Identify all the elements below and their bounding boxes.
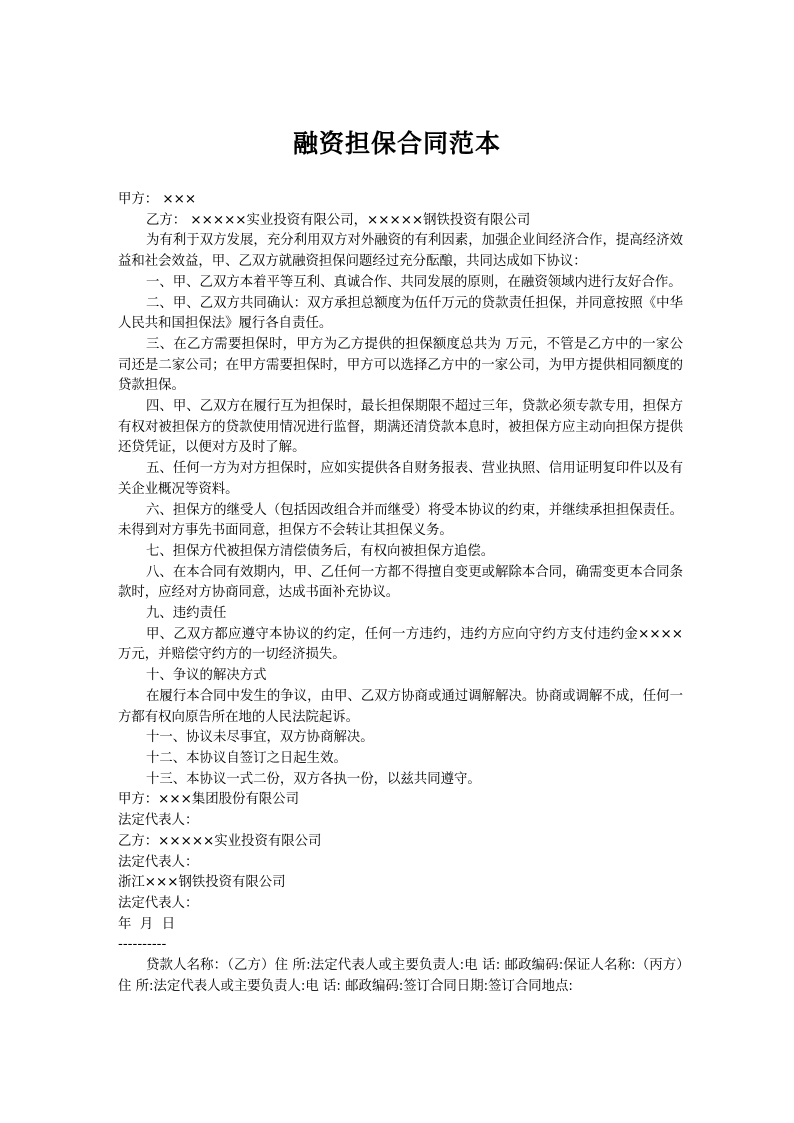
clause-11: 十一、协议未尽事宜，双方协商解决。 (146, 730, 374, 746)
clause-4: 四、甲、乙双方在履行互为担保时，最长担保期限不超过三年，贷款必须专款专用，担保方有权对被担保方的贷款使用情况进行监督，期满还清贷款本息时，被担保方应主动向担保方提供还贷凭证，以便对方及时了解。 (118, 399, 683, 456)
signature-party-b2: 浙江×××钢铁投资有限公司 (118, 875, 286, 891)
signature-party-b: 乙方：×××××实业投资有限公司 (118, 833, 322, 849)
signature-party-a-representative: 法定代表人： (118, 813, 199, 829)
party-a-line: 甲方： ××× (118, 192, 197, 207)
signature-party-b2-representative: 法定代表人： (118, 895, 199, 911)
clause-10-text: 在履行本合同中发生的争议，由甲、乙双方协商或通过调解解决。协商或调解不成，任何一方都有权向原告所在地的人民法院起诉。 (118, 688, 683, 725)
clause-8: 八、在本合同有效期内，甲、乙任何一方都不得擅自变更或解除本合同，确需变更本合同条款时，应经对方协商同意，达成书面补充协议。 (118, 564, 683, 601)
preamble-paragraph: 为有利于双方发展，充分利用双方对外融资的有利因素，加强企业间经济合作，提高经济效益和社会效益，甲、乙双方就融资担保问题经过充分酝酿，共同达成如下协议： (118, 233, 683, 270)
appendix-fields: 贷款人名称：（乙方）住 所:法定代表人或主要负责人:电 话: 邮政编码:保证人名称:（丙方）住 所:法定代表人或主要负责人:电 话: 邮政编码:签订合同日期:签订合同地点: (118, 958, 683, 994)
clause-7: 七、担保方代被担保方清偿债务后，有权向被担保方追偿。 (146, 543, 495, 559)
separator-line: ---------- (118, 937, 167, 953)
clause-9-text: 甲、乙双方都应遵守本协议的约定，任何一方违约，违约方应向守约方支付违约金××××万元，并赔偿守约方的一切经济损失。 (118, 626, 683, 663)
document-body (118, 190, 683, 997)
clause-5: 五、任何一方为对方担保时，应如实提供各自财务报表、营业执照、信用证明复印件以及有关企业概况等资料。 (118, 461, 683, 497)
clause-13: 十三、本协议一式二份，双方各执一份，以兹共同遵守。 (146, 771, 481, 787)
clause-10-heading: 十、争议的解决方式 (146, 668, 267, 684)
signature-party-a: 甲方：×××集团股份有限公司 (118, 792, 299, 808)
signature-date: 年 月 日 (118, 916, 176, 932)
document-title: 融资担保合同范本 (292, 129, 501, 158)
party-b-line: 乙方： ×××××实业投资有限公司，×××××钢铁投资有限公司 (146, 212, 531, 228)
clause-9-heading: 九、违约责任 (146, 606, 227, 622)
clause-2: 二、甲、乙双方共同确认：双方承担总额度为伍仟万元的贷款责任担保，并同意按照《中华人民共和国担保法》履行各自责任。 (118, 295, 683, 332)
signature-party-b-representative: 法定代表人： (118, 854, 199, 870)
clause-1: 一、甲、乙双方本着平等互利、真诚合作、共同发展的原则，在融资领域内进行友好合作。 (146, 274, 682, 290)
clause-3: 三、在乙方需要担保时，甲方为乙方提供的担保额度总共为 万元，不管是乙方中的一家公司还是二家公司；在甲方需要担保时，甲方可以选择乙方中的一家公司，为甲方提供相同额度的贷款担保。 (118, 336, 683, 394)
clause-12: 十二、本协议自签订之日起生效。 (146, 750, 347, 766)
clause-6: 六、担保方的继受人（包括因改组合并而继受）将受本协议的约束，并继续承担担保责任。未得到对方事先书面同意，担保方不会转让其担保义务。 (118, 502, 683, 539)
